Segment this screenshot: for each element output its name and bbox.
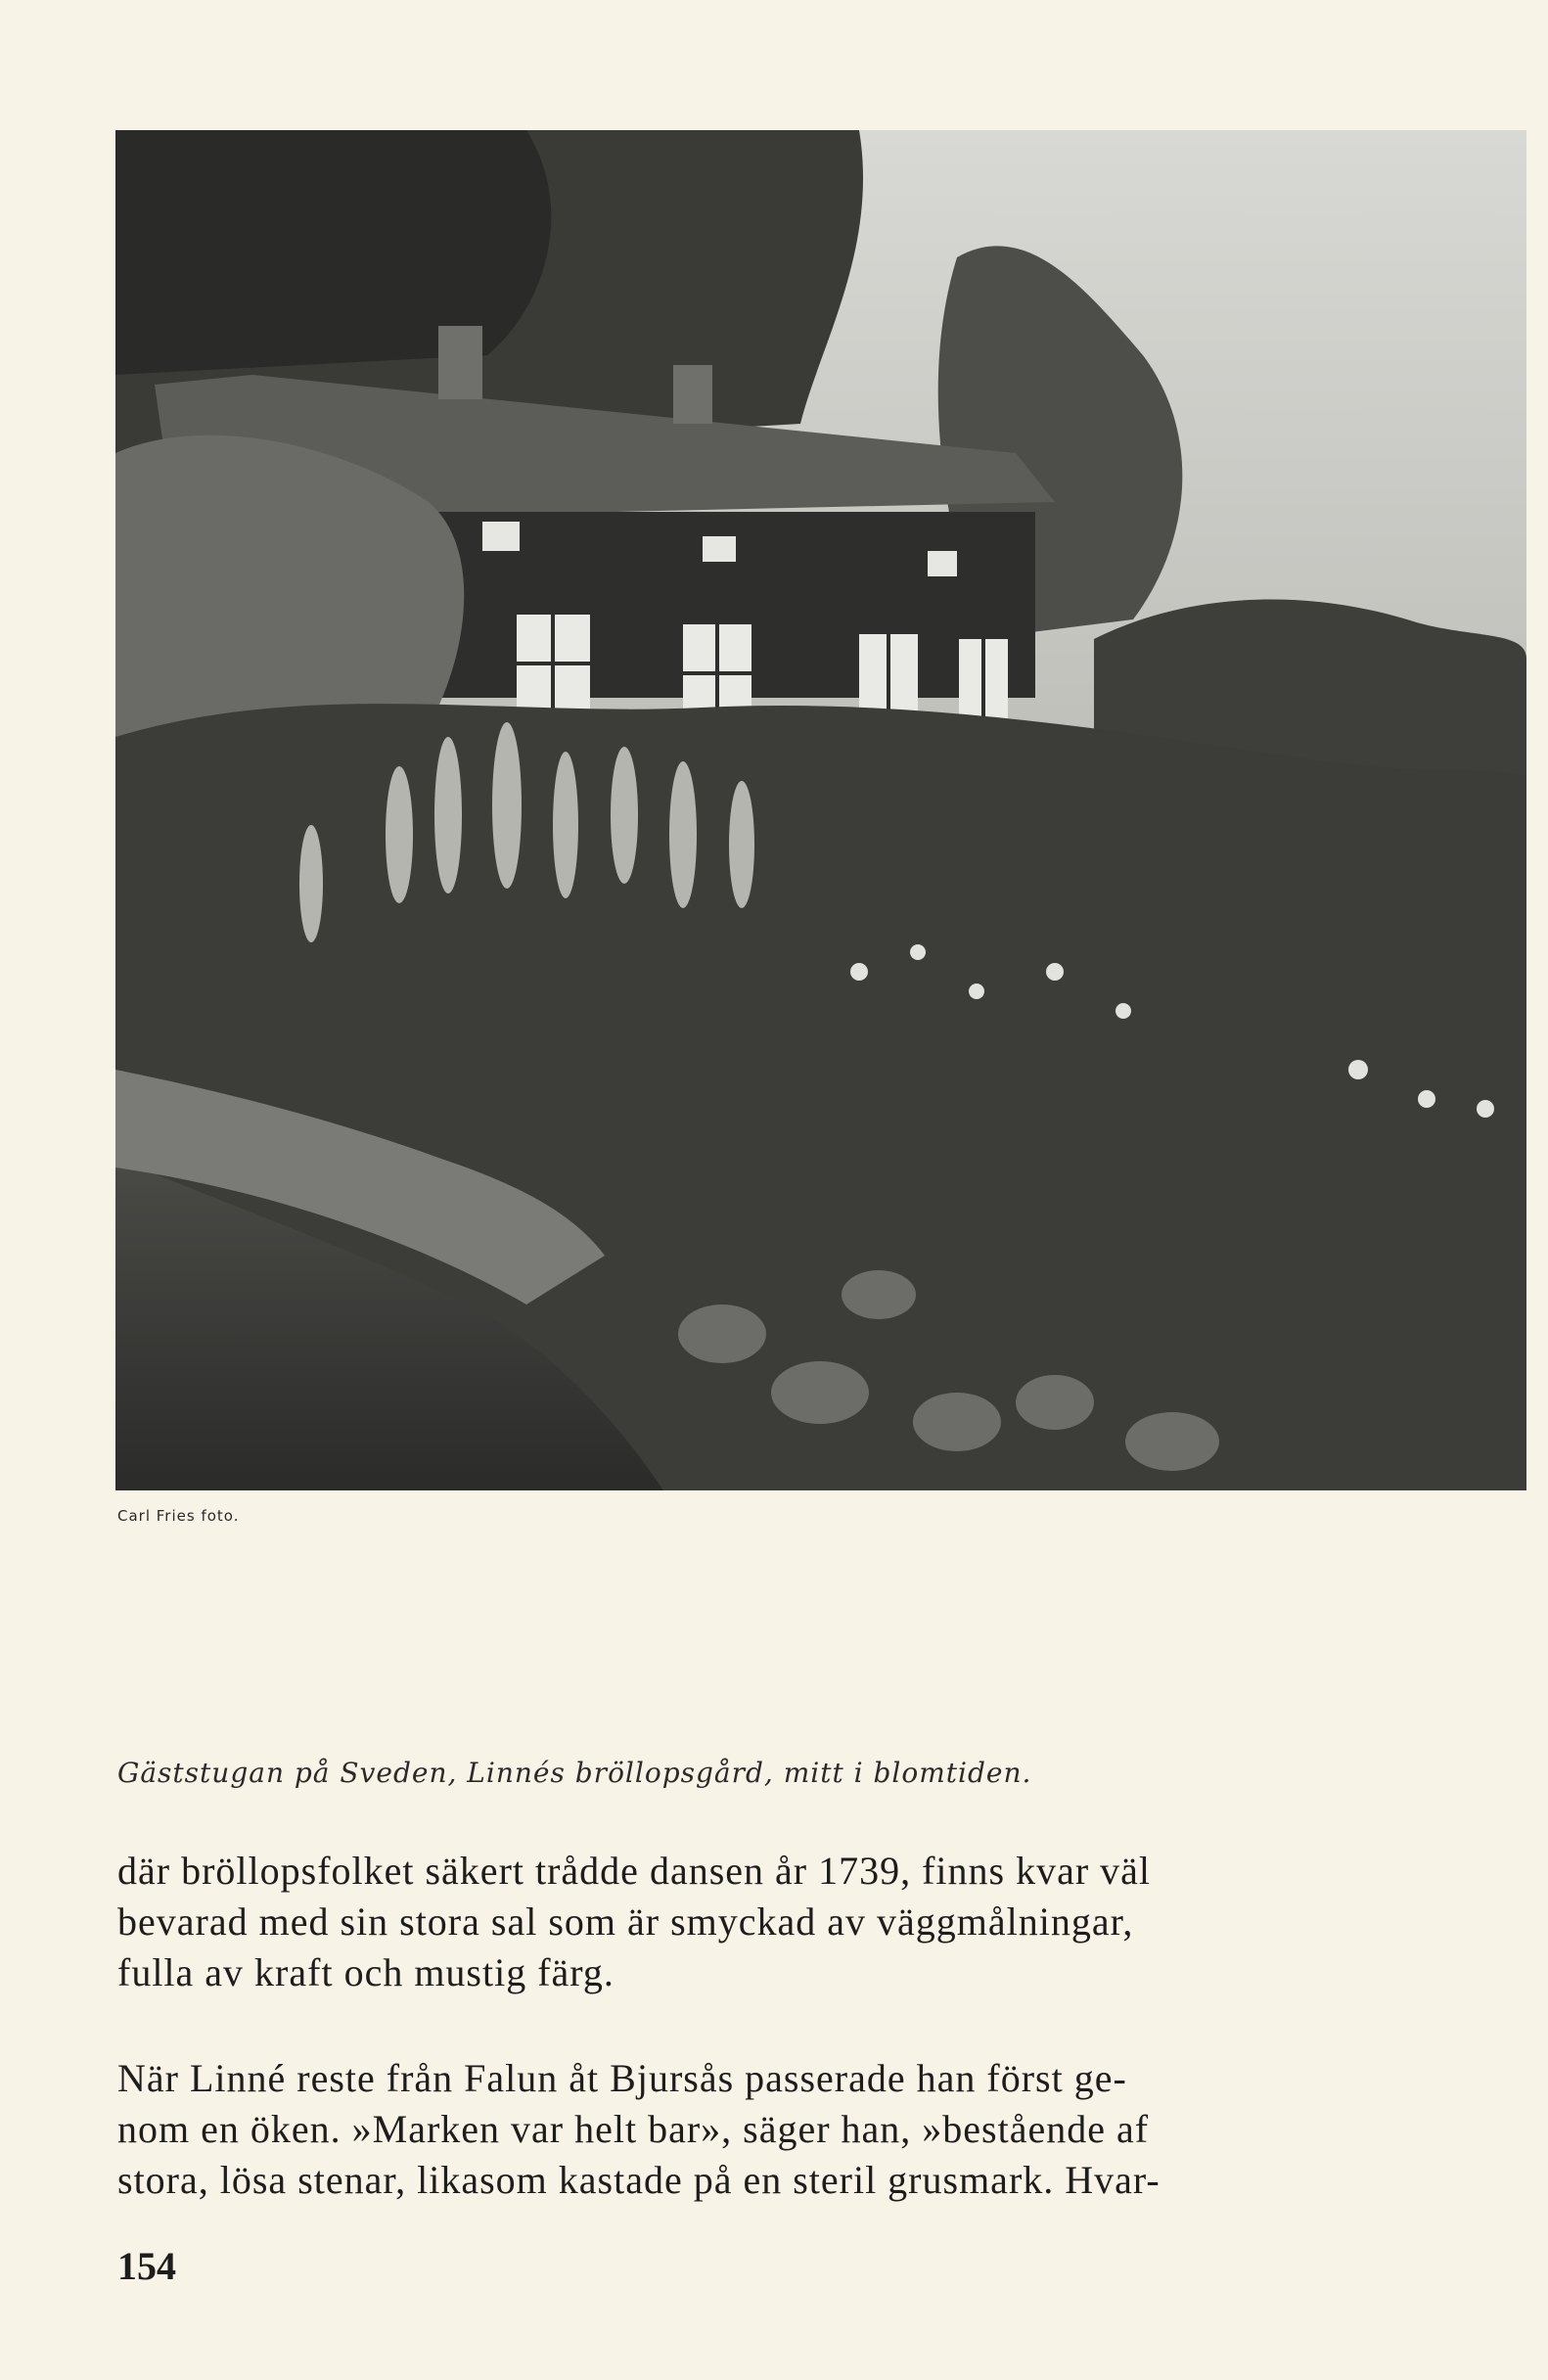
paragraph-1 bbox=[117, 1846, 1341, 1998]
photo-illustration bbox=[115, 130, 1526, 1490]
paragraph-2-line-3: stora, lösa stenar, likasom kastade på en steril grusmark. Hvar- bbox=[117, 2158, 1161, 2202]
paragraph-2-line-2: nom en öken. »Marken var helt bar», säger han, »bestående af bbox=[117, 2107, 1150, 2151]
paragraph-1-line-3: fulla av kraft och mustig färg. bbox=[117, 1950, 615, 1994]
photograph-guesthouse-garden bbox=[115, 130, 1526, 1490]
paragraph-1-line-2: bevarad med sin stora sal som är smyckad av väggmålningar, bbox=[117, 1899, 1134, 1944]
paragraph-2 bbox=[117, 2053, 1341, 2206]
paragraph-2-line-1: När Linné reste från Falun åt Bjursås passerade han först ge- bbox=[117, 2056, 1127, 2100]
page-number: 154 bbox=[117, 2244, 176, 2288]
paragraph-1-line-1: där bröllopsfolket säkert trådde dansen år 1739, finns kvar väl bbox=[117, 1849, 1152, 1893]
photo-caption: Gäststugan på Sveden, Linnés bröllopsgård, mitt i blomtiden. bbox=[117, 1757, 1032, 1789]
photo-credit: Carl Fries foto. bbox=[117, 1507, 240, 1525]
